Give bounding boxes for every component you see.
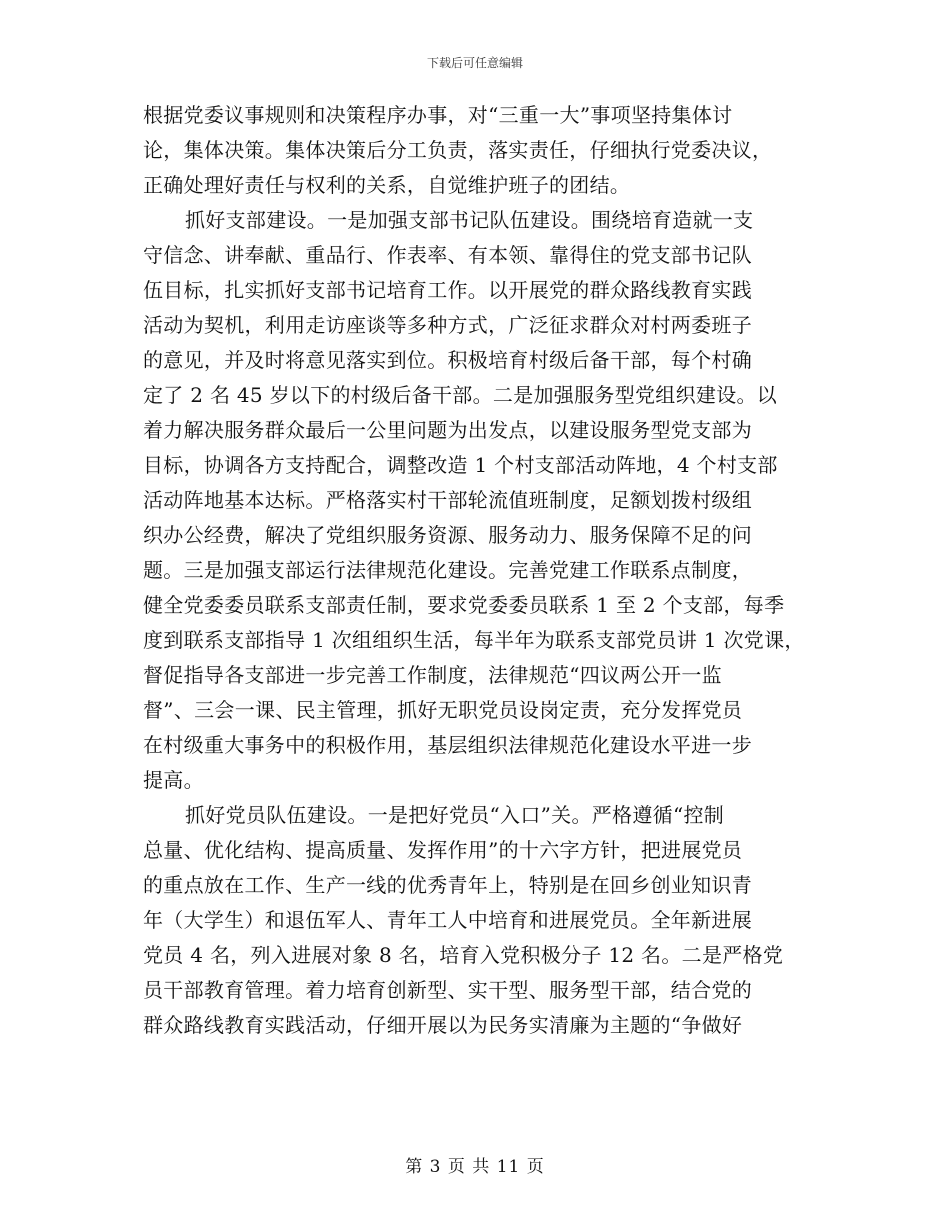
text-line: 目标，协调各方支持配合，调整改造 1 个村支部活动阵地，4 个村支部 [143, 453, 778, 477]
text-line: 健全党委委员联系支部责任制，要求党委委员联系 1 至 2 个支部，每季 [143, 593, 785, 617]
text-line: 织办公经费，解决了党组织服务资源、服务动力、服务保障不足的问 [143, 523, 752, 547]
text-line: 在村级重大事务中的积极作用，基层组织法律规范化建设水平进一步 [143, 733, 752, 757]
text-line: 总量、优化结构、提高质量、发挥作用”的十六字方针，把进展党员 [143, 838, 743, 862]
text-line: 督”、三会一课、民主管理，抓好无职党员设岗定责，充分发挥党员 [143, 698, 743, 722]
text-line: 伍目标，扎实抓好支部书记培育工作。以开展党的群众路线教育实践 [143, 278, 752, 302]
page-header: 下载后可任意编辑 [426, 56, 523, 70]
text-line: 度到联系支部指导 1 次组组织生活，每半年为联系支部党员讲 1 次党课， [143, 628, 805, 652]
text-line: 提高。 [143, 768, 204, 792]
text-line: 活动阵地基本达标。严格落实村干部轮流值班制度，足额划拨村级组 [143, 488, 752, 512]
text-line: 抓好党员队伍建设。一是把好党员“入口”关。严格遵循“控制 [185, 803, 725, 827]
text-line: 正确处理好责任与权利的关系，自觉维护班子的团结。 [143, 173, 631, 197]
text-line: 党员 4 名，列入进展对象 8 名，培育入党积极分子 12 名。二是严格党 [143, 943, 784, 967]
text-line: 定了 2 名 45 岁以下的村级后备干部。二是加强服务型党组织建设。以 [143, 383, 778, 407]
text-line: 年（大学生）和退伍军人、青年工人中培育和进展党员。全年新进展 [143, 908, 752, 932]
text-line: 守信念、讲奉献、重品行、作表率、有本领、靠得住的党支部书记队 [143, 243, 752, 267]
text-line: 的意见，并及时将意见落实到位。积极培育村级后备干部，每个村确 [143, 348, 752, 372]
page-footer: 第 3 页 共 11 页 [405, 1157, 545, 1177]
text-line: 题。三是加强支部运行法律规范化建设。完善党建工作联系点制度， [143, 558, 752, 582]
text-line: 群众路线教育实践活动，仔细开展以为民务实清廉为主题的“争做好 [143, 1013, 743, 1037]
text-line: 根据党委议事规则和决策程序办事，对“三重一大”事项坚持集体讨 [143, 103, 733, 127]
text-line: 活动为契机，利用走访座谈等多种方式，广泛征求群众对村两委班子 [143, 313, 752, 337]
text-line: 的重点放在工作、生产一线的优秀青年上，特别是在回乡创业知识青 [143, 873, 752, 897]
document-body [143, 98, 833, 1043]
text-line: 督促指导各支部进一步完善工作制度，法律规范“四议两公开一监 [143, 663, 722, 687]
text-line: 抓好支部建设。一是加强支部书记队伍建设。围绕培育造就一支 [185, 208, 754, 232]
text-line: 员干部教育管理。着力培育创新型、实干型、服务型干部，结合党的 [143, 978, 752, 1002]
text-line: 论，集体决策。集体决策后分工负责，落实责任，仔细执行党委决议， [143, 138, 773, 162]
text-line: 着力解决服务群众最后一公里问题为出发点，以建设服务型党支部为 [143, 418, 752, 442]
